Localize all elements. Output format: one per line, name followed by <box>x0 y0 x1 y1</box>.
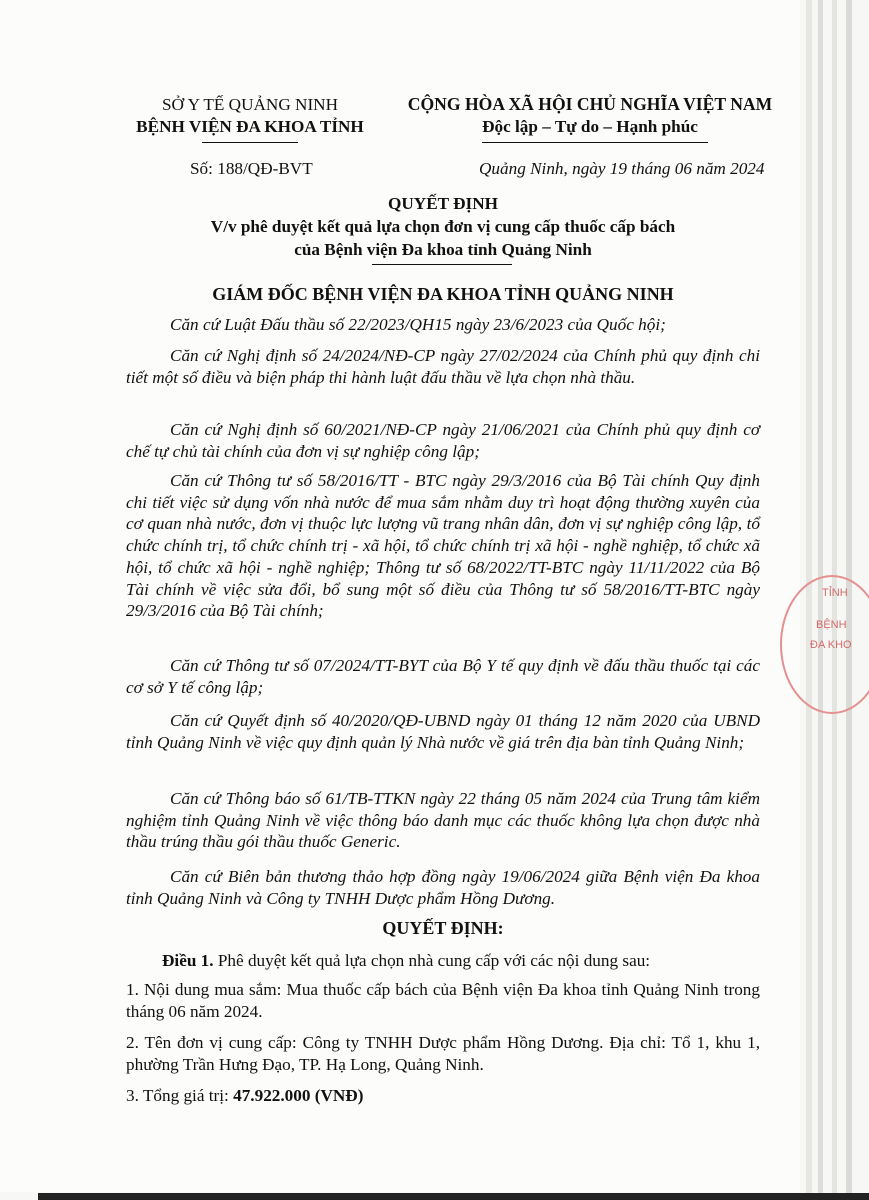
org-underline <box>202 142 298 143</box>
scan-bottom-edge <box>38 1193 869 1200</box>
org-line-1: SỞ Y TẾ QUẢNG NINH <box>161 95 338 114</box>
org-line-2: BỆNH VIỆN ĐA KHOA TỈNH <box>136 117 364 136</box>
authority-heading: GIÁM ĐỐC BỆNH VIỆN ĐA KHOA TỈNH QUẢNG NINH <box>212 284 674 304</box>
subject-line-1: V/v phê duyệt kết quả lựa chọn đơn vị cung cấp thuốc cấp bách <box>210 217 676 236</box>
nation-line-1: CỘNG HÒA XÃ HỘI CHỦ NGHĨA VIỆT NAM <box>407 94 773 114</box>
total-value-label: 3. Tổng giá trị: <box>126 1086 234 1105</box>
legal-basis-7: Căn cứ Thông báo số 61/TB-TTKN ngày 22 tháng 05 năm 2024 của Trung tâm kiểm nghiệm tỉnh Quảng Ninh về việc thông báo danh mục các thuốc không lựa chọn được nhà thầu trúng thầu gói thầu thuốc Generic. <box>126 789 760 852</box>
legal-basis-1: Căn cứ Luật Đấu thầu số 22/2023/QH15 ngày 23/6/2023 của Quốc hội; <box>170 315 666 334</box>
stamp-text: ĐA KHO <box>810 639 852 651</box>
article-1-item-1: 1. Nội dung mua sắm: Mua thuốc cấp bách của Bệnh viện Đa khoa tỉnh Quảng Ninh trong tháng 06 năm 2024. <box>126 980 760 1021</box>
nation-underline <box>482 142 708 143</box>
article-1-item-3 <box>126 1085 760 1107</box>
stamp-text: TỈNH <box>822 587 848 599</box>
legal-basis-6: Căn cứ Quyết định số 40/2020/QĐ-UBND ngày 01 tháng 12 năm 2020 của UBND tỉnh Quảng Ninh về việc quy định quản lý Nhà nước về giá trên địa bàn tỉnh Quảng Ninh; <box>126 711 760 752</box>
article-1-text: Phê duyệt kết quả lựa chọn nhà cung cấp với các nội dung sau: <box>217 951 651 970</box>
document-title: QUYẾT ĐỊNH <box>388 194 498 213</box>
nation-line-2: Độc lập – Tự do – Hạnh phúc <box>482 117 698 136</box>
article-1-item-2: 2. Tên đơn vị cung cấp: Công ty TNHH Dược phẩm Hồng Dương. Địa chỉ: Tổ 1, khu 1, phường Trần Hưng Đạo, TP. Hạ Long, Quảng Ninh. <box>126 1033 760 1074</box>
legal-basis-8: Căn cứ Biên bản thương thảo hợp đồng ngày 19/06/2024 giữa Bệnh viện Đa khoa tỉnh Quảng Ninh và Công ty TNHH Dược phẩm Hồng Dương. <box>126 867 760 908</box>
total-value: 47.922.000 (VNĐ) <box>233 1086 364 1105</box>
decision-heading: QUYẾT ĐỊNH: <box>382 918 504 938</box>
document-number: Số: 188/QĐ-BVT <box>190 159 313 178</box>
legal-basis-3: Căn cứ Nghị định số 60/2021/NĐ-CP ngày 21/06/2021 của Chính phủ quy định cơ chế tự chủ tài chính của đơn vị sự nghiệp công lập; <box>126 420 760 461</box>
legal-basis-5: Căn cứ Thông tư số 07/2024/TT-BYT của Bộ Y tế quy định về đấu thầu thuốc tại các cơ sở Y tế công lập; <box>126 656 760 697</box>
legal-basis-4: Căn cứ Thông tư số 58/2016/TT - BTC ngày 29/3/2016 của Bộ Tài chính Quy định chi tiết việc sử dụng vốn nhà nước để mua sắm nhằm duy trì hoạt động thường xuyên của cơ quan nhà nước, đơn vị thuộc lực lượng vũ trang nhân dân, đơn vị sự nghiệp công lập, tổ chức chính trị, tổ chức chính trị - xã hội, tổ chức chính trị xã hội - nghề nghiệp, tổ chức xã hội, tổ chức xã hội - nghề nghiệp; Thông tư số 68/2022/TT-BTC ngày 11/11/2022 của Bộ Tài chính về việc sửa đổi, bổ sung một số điều của Thông tư số 58/2016/TT-BTC ngày 29/3/2016 của Bộ Tài chính; <box>126 471 760 621</box>
stamp-text: BỆNH <box>816 619 847 631</box>
place-date: Quảng Ninh, ngày 19 tháng 06 năm 2024 <box>479 159 765 178</box>
article-1 <box>126 950 760 972</box>
subject-underline <box>372 264 512 265</box>
article-1-label: Điều 1. <box>162 951 214 970</box>
subject-line-2: của Bệnh viện Đa khoa tỉnh Quảng Ninh <box>294 240 592 259</box>
legal-basis-2: Căn cứ Nghị định số 24/2024/NĐ-CP ngày 27/02/2024 của Chính phủ quy định chi tiết một số điều và biện pháp thi hành luật đấu thầu về lựa chọn nhà thầu. <box>126 346 760 387</box>
